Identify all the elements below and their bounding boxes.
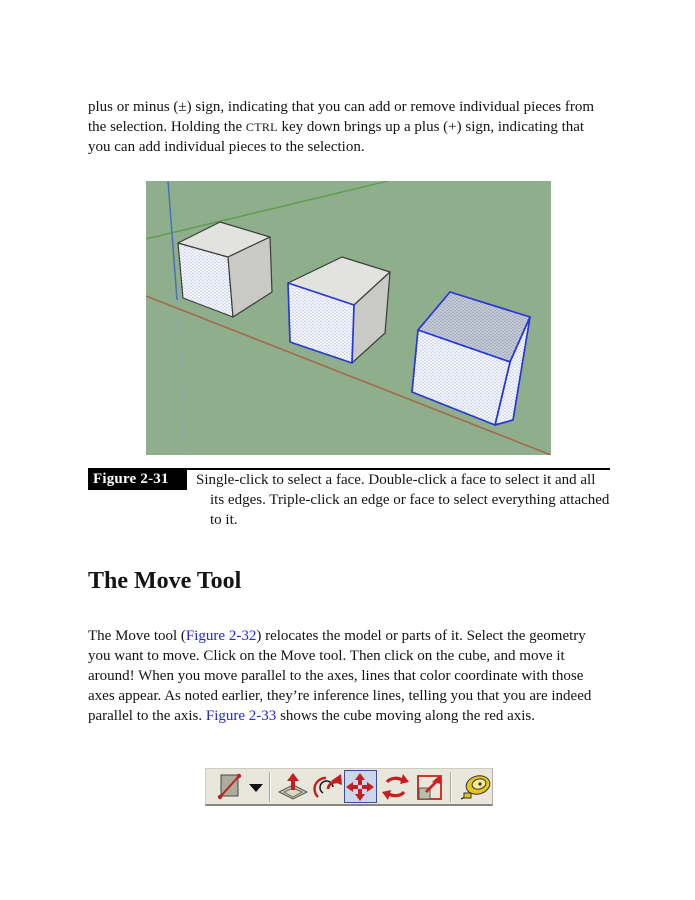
intro-paragraph — [88, 97, 610, 157]
chevron-down-icon — [247, 771, 265, 803]
sketchup-scene-graphic — [146, 181, 551, 455]
toolbar-separator — [269, 772, 271, 802]
push-pull-icon — [276, 771, 309, 803]
figure-2-32-link[interactable]: Figure 2-32 — [185, 628, 257, 644]
select-tool-icon — [214, 771, 243, 803]
figure-label-badge: Figure 2-31 — [88, 468, 187, 490]
toolbar-separator — [450, 772, 452, 802]
move-tool-selected-box — [344, 770, 377, 803]
move-text-3: shows the cube moving along the red axis. — [276, 708, 536, 724]
intro-text-2: key down brings up a plus (+) sign, indicating that you can add individual pieces to the selection. — [88, 119, 585, 155]
move-text-1: The Move tool ( — [88, 628, 186, 644]
move-text-2: ) relocates the model or parts of it. Select the geometry you want to move. Click on the Move tool. Then click on the cube, and move it around! When you move parallel to the axes, lines that color coordinate with those axes appear. As noted earlier, they’re inference lines, telling you that you are indeed parallel to the axis. — [88, 628, 592, 724]
figure-caption: Single-click to select a face. Double-click a face to select it and all its edges. Triple-click an edge or face to select everything attached to it. — [196, 472, 610, 528]
figure-2-33-link[interactable]: Figure 2-33 — [205, 708, 277, 724]
sketchup-toolbar-image — [205, 768, 493, 806]
intro-text-1: plus or minus (±) sign, indicating that you can add or remove individual pieces from the selection. Holding the — [88, 99, 595, 135]
ctrl-key-text: CTRL — [245, 120, 278, 134]
move-tool-icon — [345, 772, 375, 802]
section-heading: The Move Tool — [88, 568, 242, 594]
follow-me-icon — [312, 771, 343, 803]
tape-measure-icon — [457, 771, 492, 803]
figure-2-31-image — [146, 181, 551, 455]
move-paragraph — [88, 626, 610, 726]
scale-tool-icon — [414, 771, 445, 803]
rotate-tool-icon — [379, 771, 411, 803]
